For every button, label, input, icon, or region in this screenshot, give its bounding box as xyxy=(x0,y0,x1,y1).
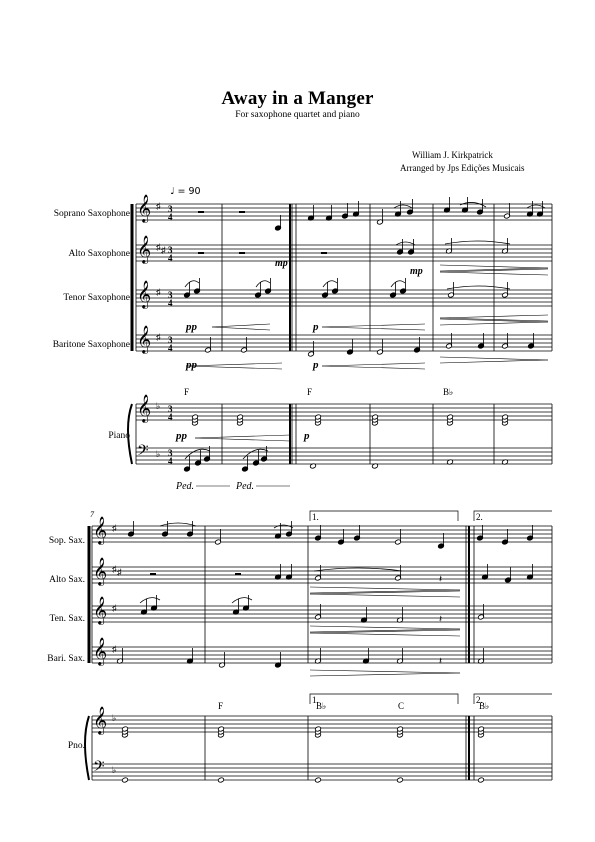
note-head xyxy=(397,777,404,783)
piano-brace xyxy=(128,404,132,464)
slur xyxy=(160,523,196,526)
slur xyxy=(460,202,486,207)
slur xyxy=(274,525,293,528)
flat-sign: ♭ xyxy=(156,401,161,411)
hairpin xyxy=(195,438,290,441)
hairpin xyxy=(322,327,425,330)
note-head xyxy=(122,777,129,783)
sharp-sign: ♯ xyxy=(156,287,161,297)
label-baritone: Baritone Saxophone xyxy=(52,340,130,350)
label-soprano: Soprano Saxophone xyxy=(53,209,130,219)
flat-sign: ♭ xyxy=(156,449,161,459)
hairpin xyxy=(322,366,425,369)
note-head xyxy=(218,777,225,783)
hairpin xyxy=(310,670,460,673)
hairpin xyxy=(310,633,460,636)
treble-clef: 𝄞 xyxy=(137,327,152,353)
pedal-mark: Ped. xyxy=(236,481,255,492)
sharp-sign: ♯ xyxy=(156,242,161,252)
label-alto: Alto Saxophone xyxy=(68,249,130,259)
piano-brace xyxy=(85,716,89,780)
bass-clef: 𝄢 xyxy=(137,442,149,462)
time-sig-bottom: 4 xyxy=(168,456,173,466)
hairpin xyxy=(440,360,548,363)
volta-first: 1. xyxy=(312,695,319,705)
volta-bracket xyxy=(310,694,458,704)
tempo-value: = 90 xyxy=(177,186,201,197)
sharp-sign: ♯ xyxy=(156,332,161,342)
label-ten-sax: Ten. Sax. xyxy=(49,614,85,624)
sharp-sign: ♯ xyxy=(112,523,117,533)
dynamic-p: p xyxy=(313,321,319,333)
chord-symbol: F xyxy=(307,387,313,397)
label-piano-short: Pno. xyxy=(67,741,85,751)
dynamic-pp: pp xyxy=(176,430,187,442)
hairpin xyxy=(310,626,460,629)
hairpin xyxy=(186,363,282,366)
time-sig-top: 3 xyxy=(168,290,173,300)
treble-clef: 𝄞 xyxy=(137,237,152,263)
slur xyxy=(445,241,510,244)
time-sig-bottom: 4 xyxy=(168,343,173,353)
sharp-sign: ♯ xyxy=(117,567,122,577)
hairpin xyxy=(310,594,460,597)
treble-clef: 𝄞 xyxy=(137,396,152,422)
dynamic-mp: mp xyxy=(410,266,423,277)
hairpin xyxy=(186,366,282,369)
whole-rest xyxy=(239,252,245,254)
flat-sign: ♭ xyxy=(112,765,117,775)
slur xyxy=(394,205,412,208)
treble-clef: 𝄞 xyxy=(93,708,108,734)
hairpin xyxy=(322,324,425,327)
volta-second: 2. xyxy=(476,512,483,522)
time-sig-top: 3 xyxy=(168,335,173,345)
time-sig-bottom: 4 xyxy=(168,253,173,263)
label-piano: Piano xyxy=(108,431,130,441)
measure-number: 7 xyxy=(90,510,94,519)
whole-rest xyxy=(235,573,241,575)
slur xyxy=(185,281,199,287)
score-subtitle: For saxophone quartet and piano xyxy=(235,110,360,120)
dynamic-pp: pp xyxy=(186,321,197,333)
whole-rest xyxy=(198,211,204,213)
time-sig-bottom: 4 xyxy=(168,298,173,308)
whole-rest xyxy=(321,252,327,254)
treble-clef: 𝄞 xyxy=(93,639,108,665)
dynamic-mp: mp xyxy=(275,258,288,269)
flat-sign: ♭ xyxy=(112,713,117,723)
hairpin xyxy=(440,357,548,360)
chord-symbol: C xyxy=(398,701,405,711)
sharp-sign: ♯ xyxy=(112,564,117,574)
chord-symbol: B♭ xyxy=(479,701,490,711)
dynamic-p: p xyxy=(313,359,319,371)
treble-clef: 𝄞 xyxy=(93,598,108,624)
hairpin xyxy=(322,363,425,366)
chord-symbol: B♭ xyxy=(443,387,454,397)
treble-clef: 𝄞 xyxy=(93,559,108,585)
chord-symbol: F xyxy=(218,701,224,711)
chord-symbol: B♭ xyxy=(316,701,327,711)
slur xyxy=(447,286,510,289)
time-sig-top: 3 xyxy=(168,245,173,255)
slur xyxy=(396,242,415,245)
volta-bracket xyxy=(474,511,552,521)
hairpin xyxy=(212,324,270,327)
label-sop-sax: Sop. Sax. xyxy=(48,536,85,546)
arranger: Arranged by Jps Edições Musicais xyxy=(400,163,525,173)
whole-rest xyxy=(150,573,156,575)
label-tenor: Tenor Saxophone xyxy=(63,293,130,303)
label-alto-sax: Alto Sax. xyxy=(49,575,85,585)
hairpin xyxy=(195,435,290,438)
whole-rest xyxy=(239,211,245,213)
whole-rest xyxy=(198,252,204,254)
time-sig-top: 3 xyxy=(168,204,173,214)
time-sig-top: 3 xyxy=(168,448,173,458)
sharp-sign: ♯ xyxy=(112,644,117,654)
quarter-rest: 𝄽 xyxy=(439,574,443,585)
slur xyxy=(323,281,337,287)
sharp-sign: ♯ xyxy=(161,245,166,255)
bass-clef: 𝄢 xyxy=(93,758,105,778)
treble-clef: 𝄞 xyxy=(137,282,152,308)
note-head xyxy=(315,777,322,783)
hairpin xyxy=(310,673,460,676)
note-head xyxy=(478,777,485,783)
volta-second: 2. xyxy=(476,695,483,705)
slur xyxy=(391,281,405,287)
hairpin xyxy=(310,587,460,590)
volta-first: 1. xyxy=(312,512,319,522)
dynamic-p: p xyxy=(304,430,310,442)
hairpin xyxy=(212,327,270,330)
time-sig-bottom: 4 xyxy=(168,412,173,422)
time-sig-bottom: 4 xyxy=(168,212,173,222)
sharp-sign: ♯ xyxy=(112,603,117,613)
dynamic-pp: pp xyxy=(186,359,197,371)
chord-symbol: F xyxy=(184,387,190,397)
treble-clef: 𝄞 xyxy=(93,518,108,544)
quarter-rest: 𝄽 xyxy=(439,656,443,667)
quarter-rest: 𝄽 xyxy=(439,614,443,625)
slur xyxy=(256,281,270,287)
score-title: Away in a Manger xyxy=(221,88,374,109)
time-sig-top: 3 xyxy=(168,404,173,414)
volta-bracket xyxy=(310,511,458,521)
pedal-mark: Ped. xyxy=(176,481,195,492)
sharp-sign: ♯ xyxy=(156,201,161,211)
label-bari-sax: Bari. Sax. xyxy=(47,654,85,664)
tempo-marking: ♩ = 90 xyxy=(170,186,201,197)
treble-clef: 𝄞 xyxy=(137,196,152,222)
slur xyxy=(314,568,402,571)
composer: William J. Kirkpatrick xyxy=(412,150,493,160)
